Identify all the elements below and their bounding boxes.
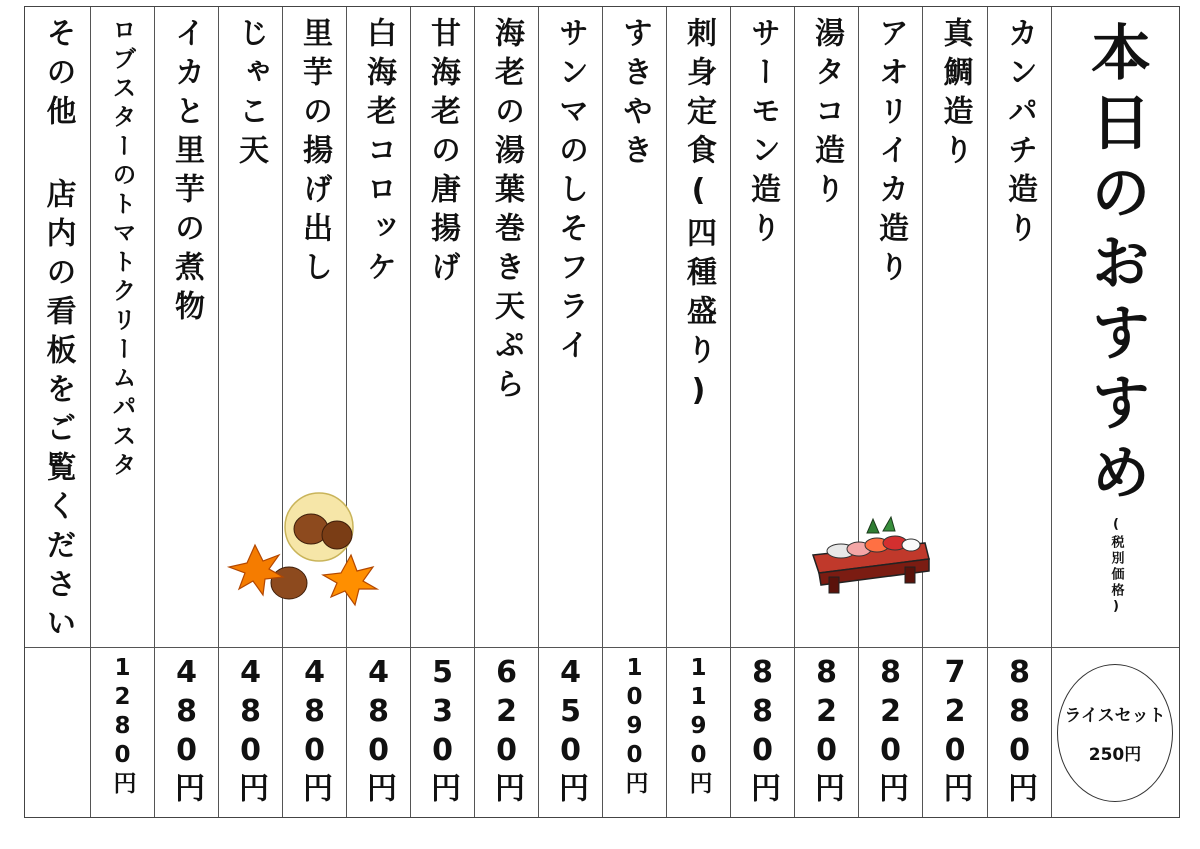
item-price: 1190円	[685, 655, 712, 797]
menu-item-other	[25, 7, 90, 647]
menu-board	[24, 6, 1180, 818]
menu-item	[602, 7, 666, 797]
menu-item	[538, 7, 602, 806]
item-name: 海老の湯葉巻き天ぷら	[489, 17, 524, 407]
item-name: 白海老コロッケ	[361, 17, 396, 290]
item-price: 720円	[937, 655, 973, 806]
item-price: 480円	[297, 655, 332, 806]
item-name: カンパチ造り	[1002, 17, 1037, 251]
rice-set-label: ライスセット	[1064, 706, 1166, 726]
item-name: 里芋の揚げ出し	[297, 17, 332, 290]
item-price: 820円	[809, 655, 844, 806]
item-price: 1090円	[621, 655, 648, 797]
item-price: 620円	[489, 655, 524, 806]
item-name: ロブスターのトマトクリームパスタ	[108, 17, 136, 481]
item-name: イカと里芋の煮物	[169, 17, 204, 329]
tax-note: (税別価格)	[1108, 517, 1124, 617]
sashimi-platter-icon	[807, 515, 933, 597]
menu-item	[666, 7, 730, 797]
item-price: 1280円	[109, 655, 136, 797]
item-price: 480円	[233, 655, 268, 806]
item-name: じゃこ天	[233, 17, 268, 173]
item-name: 真鯛造り	[937, 17, 973, 173]
other-note: その他 店内の看板をご覧ください	[40, 17, 76, 646]
item-name: すきやき	[617, 17, 652, 173]
menu-item	[730, 7, 794, 806]
page-title: 本日のおすすめ	[1081, 21, 1151, 511]
item-name: サンマのしそフライ	[553, 17, 588, 368]
item-price: 480円	[361, 655, 396, 806]
chestnut-maple-icon	[219, 485, 389, 615]
rice-set-price: 250円	[1088, 745, 1142, 765]
item-name: 刺身定食(四種盛り)	[681, 17, 716, 417]
item-price: 820円	[873, 655, 908, 806]
item-name: 甘海老の唐揚げ	[425, 17, 460, 290]
item-price: 450円	[553, 655, 588, 806]
item-price: 880円	[1002, 655, 1037, 806]
item-name: 湯タコ造り	[809, 17, 844, 212]
menu-item	[410, 7, 474, 806]
item-price: 530円	[425, 655, 460, 806]
menu-item	[90, 7, 154, 797]
menu-item	[474, 7, 538, 806]
item-price: 480円	[169, 655, 204, 806]
rice-set-badge	[1057, 664, 1173, 802]
item-name: サーモン造り	[745, 17, 780, 251]
item-price: 880円	[745, 655, 780, 806]
item-name: アオリイカ造り	[873, 17, 908, 290]
menu-item	[154, 7, 218, 806]
menu-item	[987, 7, 1051, 806]
title-column	[1051, 7, 1181, 647]
